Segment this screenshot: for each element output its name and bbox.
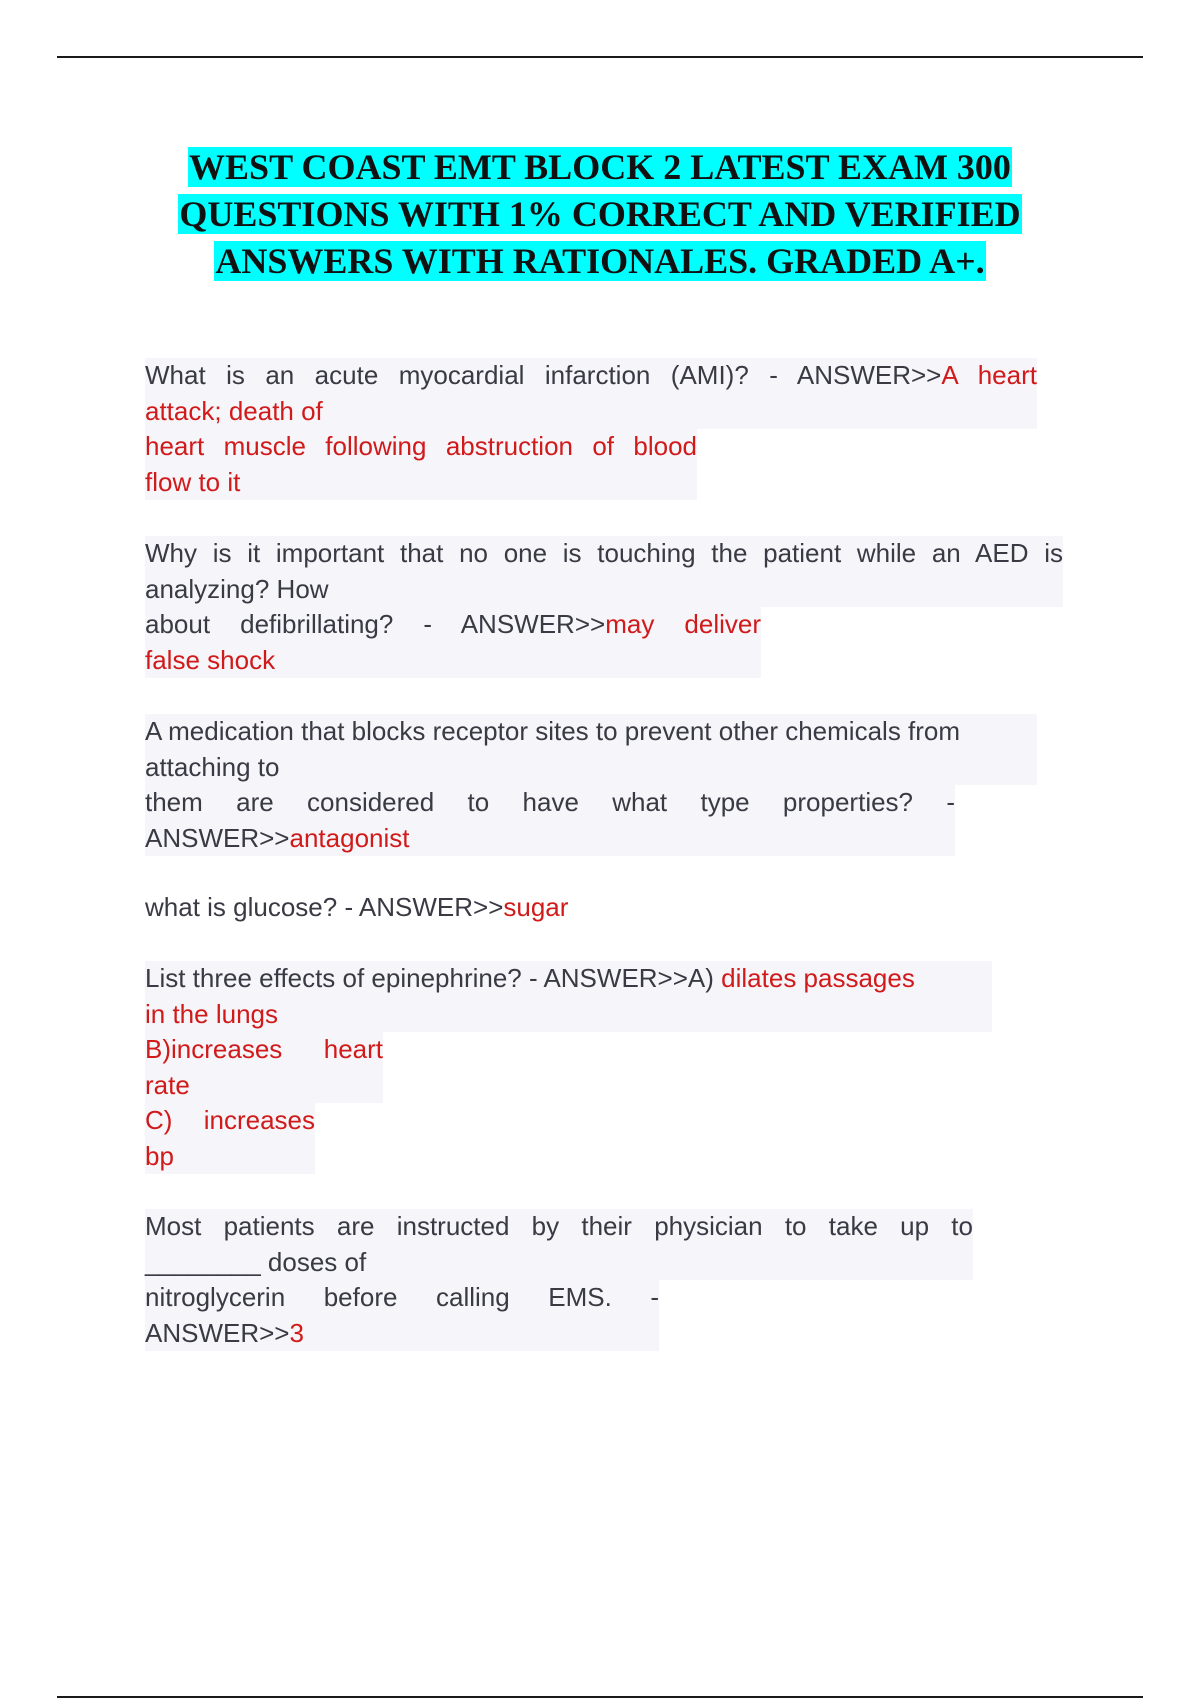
answer-text: dilates passages [721,963,915,993]
answer-text: attack; death of [145,395,323,426]
document-title [0,144,1200,285]
question-text: about defibrillating? - ANSWER>> [145,609,606,639]
qa-item-4 [145,890,568,926]
question-text: attaching to [145,751,280,782]
qa-item-1 [145,358,1037,500]
title-line-2: QUESTIONS WITH 1% CORRECT AND VERIFIED [179,194,1021,234]
answer-text: antagonist [289,822,410,853]
answer-text: sugar [503,892,569,922]
question-text: analyzing? How [145,573,329,604]
answer-text: rate [145,1069,190,1100]
question-text: what is glucose? - ANSWER>> [145,892,504,922]
question-text: A medication that blocks receptor sites to prevent other chemicals from [145,716,961,746]
qa-item-6 [145,1209,973,1351]
question-text: nitroglycerin before calling EMS. - [145,1282,659,1312]
question-text: ANSWER>> [145,822,290,853]
bottom-rule [57,1696,1143,1698]
question-text: ________ doses of [145,1246,367,1277]
answer-text: in the lungs [145,998,278,1029]
qa-item-3 [145,714,1037,856]
question-text: ANSWER>> [145,1317,290,1348]
answer-text: A heart [941,360,1037,390]
title-line-1: WEST COAST EMT BLOCK 2 LATEST EXAM 300 [189,147,1011,187]
question-text: List three effects of epinephrine? - ANSWER>>A) [145,963,722,993]
top-rule [57,56,1143,58]
qa-item-5 [145,961,992,1174]
answer-text: flow to it [145,466,241,497]
qa-item-2 [145,536,1063,678]
title-line-3: ANSWERS WITH RATIONALES. GRADED A+. [215,241,985,281]
answer-text: false shock [145,644,276,675]
question-text: Most patients are instructed by their physician to take up to [145,1211,973,1241]
answer-text: B)increases heart [145,1034,383,1064]
answer-text: 3 [289,1317,304,1348]
answer-text: may deliver [605,609,762,639]
answer-text: bp [145,1140,174,1171]
question-text: What is an acute myocardial infarction (AMI)? - ANSWER>> [145,360,942,390]
question-text: Why is it important that no one is touching the patient while an AED is [145,538,1063,568]
question-text: them are considered to have what type properties? - [145,787,955,817]
answer-text: heart muscle following abstruction of blood [145,431,697,461]
answer-text: C) increases [145,1105,315,1135]
